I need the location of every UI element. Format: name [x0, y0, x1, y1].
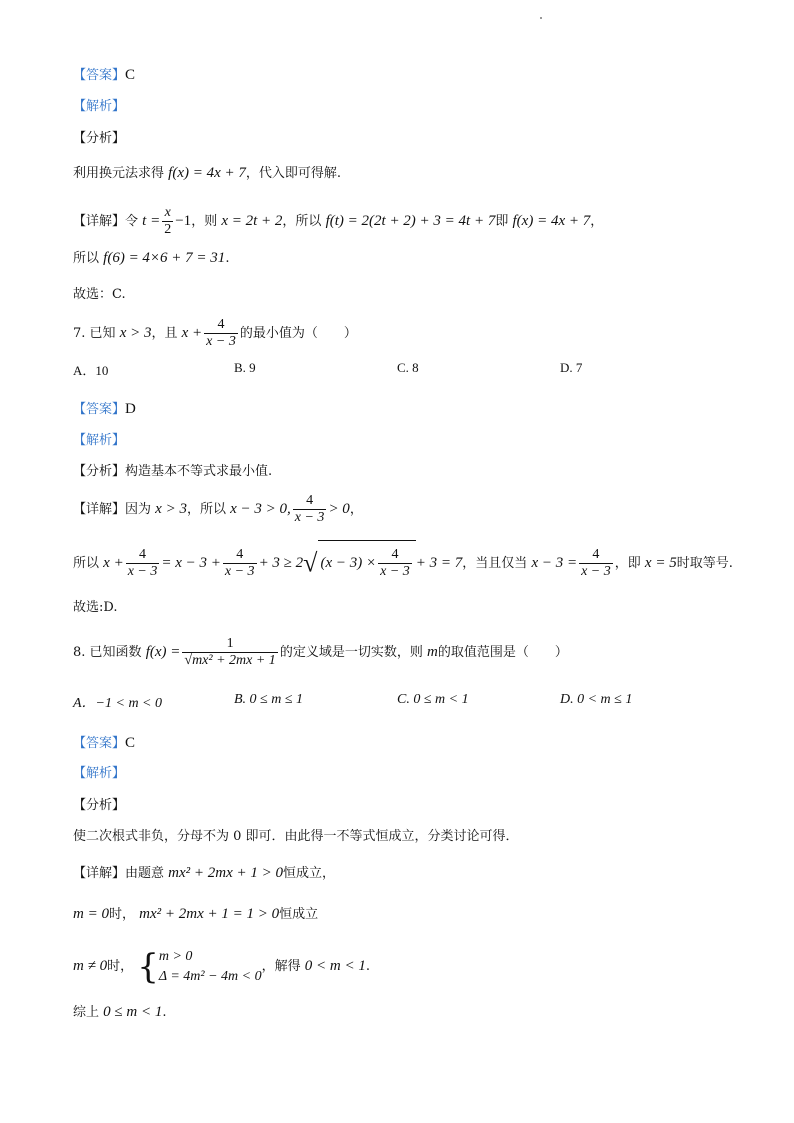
equation-system: m > 0 Δ = 4m² − 4m < 0 — [158, 948, 262, 984]
q7-option-b: B. 9 — [234, 360, 256, 375]
fraction: $\frac{1}{\text{√mx² + 2mx + 1}}$ — [184, 636, 276, 668]
q6-choice: 故选：C. — [73, 287, 126, 302]
q6-analysis: 利用换元法求得 f(x) = 4x + 7，代入即可得解. — [73, 165, 342, 181]
q8-jiexi-tag: 【解析】 — [73, 766, 126, 781]
sqrt-icon: √ — [184, 653, 193, 668]
q6-jiexi-tag: 【解析】 — [73, 99, 126, 114]
q8-option-a: A．−1 < m < 0 — [73, 696, 163, 711]
q6-answer-line — [73, 66, 135, 85]
q8-answer-line: 【答案】C — [73, 735, 136, 751]
page-mark — [540, 17, 542, 19]
q7-analysis: 【分析】构造基本不等式求最小值. — [73, 464, 273, 479]
sqrt-icon: √ — [303, 548, 318, 578]
q6-fenxi-tag: 【分析】 — [73, 131, 126, 146]
detail-tag: 【详解】 — [73, 214, 126, 229]
answer-value: C — [125, 67, 136, 83]
fraction: $\frac{4}{x - 3}$ — [206, 317, 236, 349]
math-expr: f(x) = 4x + 7 — [168, 165, 246, 181]
q7-derivation: 所以 x + $\frac{4}{x - 3}$ = x − 3 + $\frac{4}{x - 3}$ + 3 ≥ 2√ (x − 3) × $\frac{4}{x - 3}$ + 3 = 7，当且仅当 x − 3 = $\frac{4}{x - 3}$ ，即 x = 5时取等号. — [73, 540, 733, 586]
fraction: $\frac{4}{x - 3}$ — [294, 493, 325, 525]
q7-option-c: C. 8 — [397, 360, 419, 375]
q7-choice: 故选:D. — [73, 600, 118, 615]
q6-detail: 【详解】令 t = $\frac{x}{2}$ −1，则 x = 2t + 2，所以 f(t) = 2(2t + 2) + 3 = 4t + 7即 f(x) = 4x + 7， — [73, 205, 604, 237]
q8-case1: m = 0时， mx² + 2mx + 1 = 1 > 0恒成立 — [73, 906, 319, 922]
q7-option-d: D. 7 — [560, 360, 583, 375]
brace-icon: { — [137, 946, 159, 987]
q7-answer-line: 【答案】D — [73, 401, 136, 417]
sqrt-body: (x − 3) × $\frac{4}{x - 3}$ — [318, 540, 415, 586]
q8-detail: 【详解】由题意 mx² + 2mx + 1 > 0恒成立， — [73, 865, 336, 881]
q7-detail: 【详解】因为 x > 3，所以 x − 3 > 0, $\frac{4}{x - 3}$ > 0， — [73, 493, 363, 525]
q8-analysis: 使二次根式非负，分母不为 0 即可．由此得一不等式恒成立，分类讨论可得． — [73, 829, 519, 844]
answer-tag: 【答案】 — [73, 68, 126, 83]
q7-jiexi-tag: 【解析】 — [73, 433, 126, 448]
q8-case2: m ≠ 0时， { m > 0 Δ = 4m² − 4m < 0 ，解得 0 < m < 1. — [73, 946, 370, 987]
q7-option-a: A．10 — [73, 363, 109, 378]
q8-stem: 8. 已知函数 f(x) = $\frac{1}{\text{√mx² + 2mx + 1}}$ 的定义域是一切实数，则 m的取值范围是（ ） — [73, 636, 568, 668]
fraction: $\frac{x}{2}$ — [164, 205, 172, 237]
q8-summary: 综上 0 ≤ m < 1. — [73, 1004, 167, 1020]
q6-result: 所以 f(6) = 4×6 + 7 = 31. — [73, 250, 230, 266]
q8-fenxi-tag: 【分析】 — [73, 798, 126, 813]
q7-stem: 7. 已知 x > 3，且 x + $\frac{4}{x - 3}$ 的最小值为（ ） — [73, 317, 357, 349]
q8-option-c: C. 0 ≤ m < 1 — [397, 692, 469, 707]
q8-option-b: B. 0 ≤ m ≤ 1 — [234, 692, 304, 707]
q8-option-d: D. 0 < m ≤ 1 — [560, 692, 633, 707]
